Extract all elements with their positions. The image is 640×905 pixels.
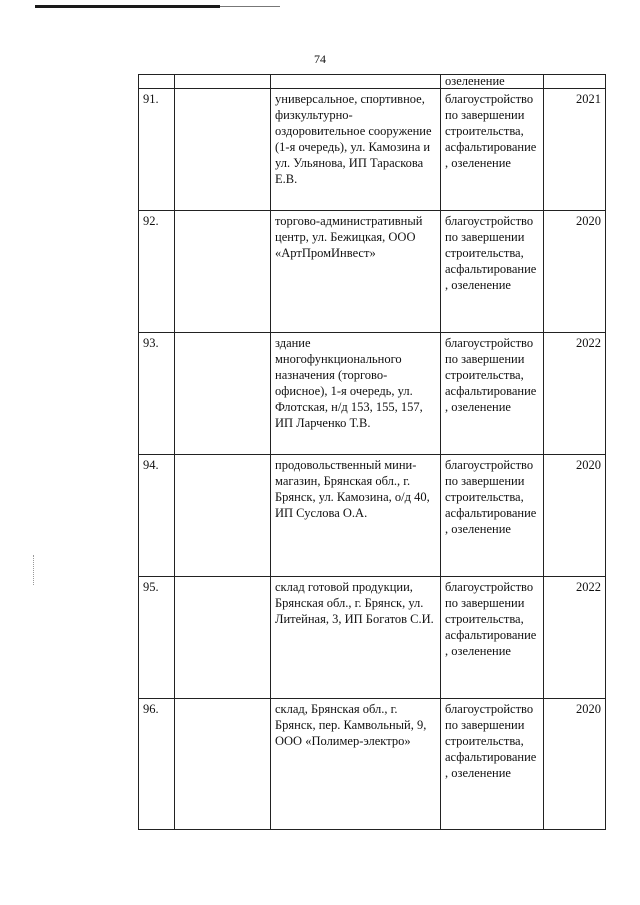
row-number-cell: 95.	[139, 577, 175, 699]
row-blank-cell	[175, 699, 271, 830]
row-number-cell: 92.	[139, 211, 175, 333]
row-blank-cell	[175, 333, 271, 455]
continued-row	[139, 75, 606, 89]
row-blank-cell	[175, 211, 271, 333]
scan-edge-mark-thin	[220, 6, 280, 7]
page-number: 74	[314, 52, 326, 66]
continued-desc-cell	[271, 75, 441, 89]
row-number-cell: 96.	[139, 699, 175, 830]
records-table	[138, 74, 606, 830]
row-number-cell: 91.	[139, 89, 175, 211]
continued-num-cell	[139, 75, 175, 89]
row-blank-cell	[175, 455, 271, 577]
table-row	[139, 333, 606, 455]
row-year-cell: 2022	[544, 577, 606, 699]
row-object-description-cell: склад, Брянская обл., г. Брянск, пер. Камвольный, 9, ООО «Полимер-электро»	[271, 699, 441, 830]
continued-works-cell: озеленение	[441, 75, 544, 89]
row-works-cell: благоустройство по завершении строительства, асфальтирование, озеленение	[441, 89, 544, 211]
row-object-description-cell: универсальное, спортивное, физкультурно-оздоровительное сооружение (1-я очередь), ул. Камозина и ул. Ульянова, ИП Тараскова Е.В.	[271, 89, 441, 211]
row-works-cell: благоустройство по завершении строительства, асфальтирование, озеленение	[441, 577, 544, 699]
row-year-cell: 2022	[544, 333, 606, 455]
row-year-cell: 2021	[544, 89, 606, 211]
row-object-description-cell: склад готовой продукции, Брянская обл., г. Брянск, ул. Литейная, 3, ИП Богатов С.И.	[271, 577, 441, 699]
row-object-description-cell: торгово-административный центр, ул. Бежицкая, ООО «АртПромИнвест»	[271, 211, 441, 333]
scan-edge-mark	[35, 5, 220, 8]
row-works-cell: благоустройство по завершении строительства, асфальтирование, озеленение	[441, 455, 544, 577]
continued-year-cell	[544, 75, 606, 89]
row-year-cell: 2020	[544, 699, 606, 830]
table-row	[139, 699, 606, 830]
scan-margin-dots	[33, 555, 35, 585]
table-row	[139, 211, 606, 333]
row-year-cell: 2020	[544, 211, 606, 333]
row-object-description-cell: здание многофункционального назначения (торгово-офисное), 1-я очередь, ул. Флотская, н/д 153, 155, 157, ИП Ларченко Т.В.	[271, 333, 441, 455]
continued-blank-cell	[175, 75, 271, 89]
row-works-cell: благоустройство по завершении строительства, асфальтирование, озеленение	[441, 211, 544, 333]
row-blank-cell	[175, 89, 271, 211]
table-row	[139, 577, 606, 699]
table-row	[139, 89, 606, 211]
row-year-cell: 2020	[544, 455, 606, 577]
row-works-cell: благоустройство по завершении строительства, асфальтирование, озеленение	[441, 699, 544, 830]
row-number-cell: 93.	[139, 333, 175, 455]
row-number-cell: 94.	[139, 455, 175, 577]
row-blank-cell	[175, 577, 271, 699]
row-works-cell: благоустройство по завершении строительства, асфальтирование, озеленение	[441, 333, 544, 455]
table-row	[139, 455, 606, 577]
row-object-description-cell: продовольственный мини-магазин, Брянская обл., г. Брянск, ул. Камозина, о/д 40, ИП Суслова О.А.	[271, 455, 441, 577]
